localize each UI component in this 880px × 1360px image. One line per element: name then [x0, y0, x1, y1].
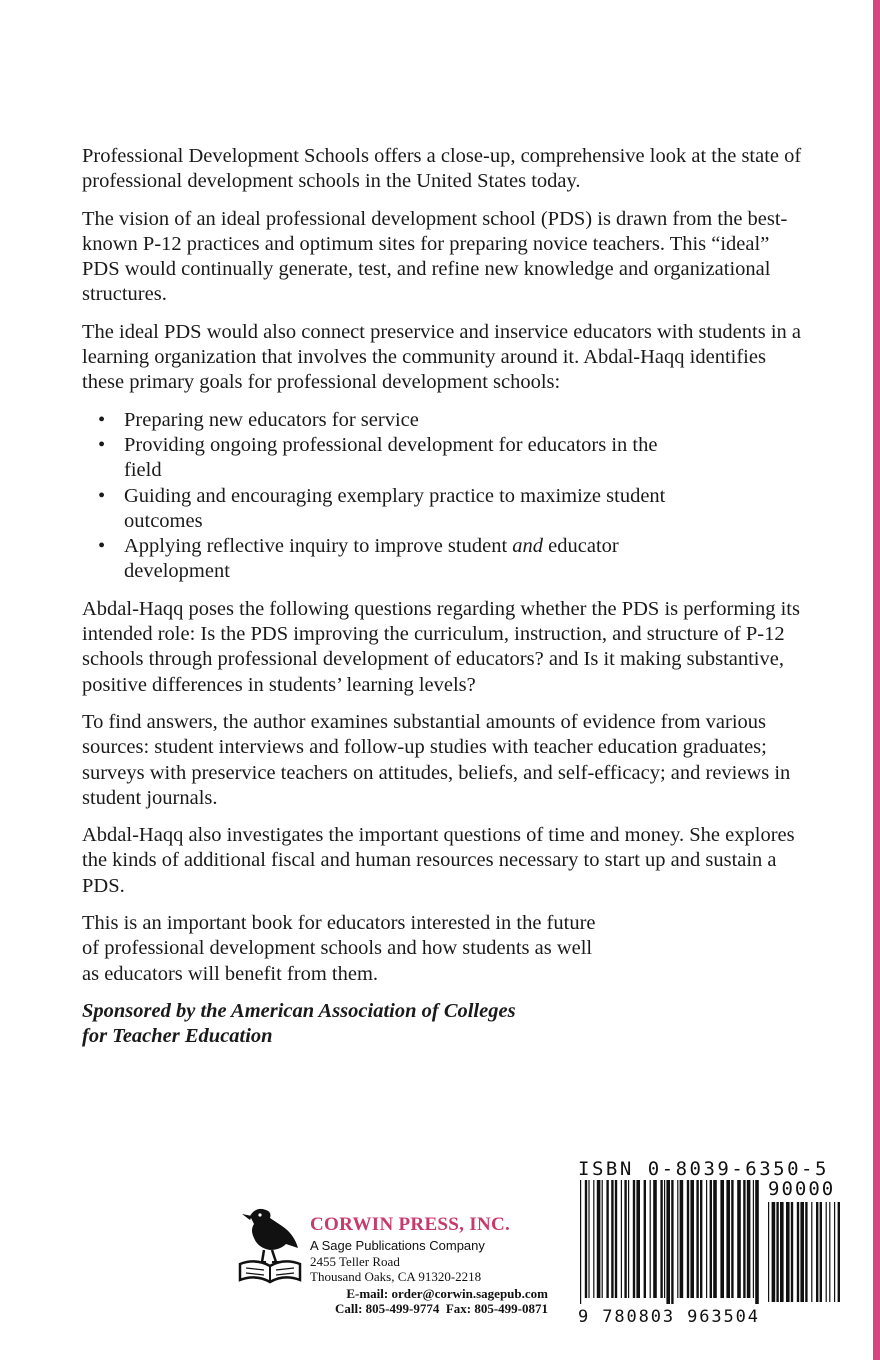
barcode-bar: [811, 1202, 812, 1302]
barcode-bar: [621, 1180, 622, 1298]
barcode-bar: [743, 1180, 745, 1298]
paragraph-questions: Abdal-Haqq poses the following questions regarding whether the PDS is performing its intended role: Is the PDS improving the curriculum, instruction, and structure of P-12 schools through professional development of educators? and Is it making substantive, positive differences in students’ learning levels?: [82, 597, 800, 696]
accent-edge-strip: [873, 0, 880, 1360]
barcode-bar: [636, 1180, 640, 1298]
barcode-bar: [677, 1180, 678, 1298]
barcode-bar: [838, 1202, 840, 1302]
barcode-bar: [753, 1180, 754, 1298]
barcode-bar: [700, 1180, 702, 1298]
publisher-street: 2455 Teller Road: [310, 1253, 400, 1269]
publisher-city: Thousand Oaks, CA 91320-2218: [310, 1269, 482, 1284]
barcode-bar: [597, 1180, 601, 1298]
barcode-bar: [664, 1180, 665, 1298]
publisher-phones: Call: 805-499-9774 Fax: 805-499-0871: [334, 1301, 548, 1316]
barcode-bar: [671, 1180, 673, 1304]
barcode-bar: [776, 1202, 778, 1302]
list-item: • Providing ongoing professional development for educators in the field: [82, 433, 684, 484]
barcode-bar: [786, 1202, 790, 1302]
barcode-bar: [826, 1202, 827, 1302]
paragraph-conclusion: This is an important book for educators interested in the future of professional development schools and how students as well as educators will benefit from them.: [82, 912, 596, 985]
barcode-bar: [650, 1180, 651, 1298]
barcode-bar: [611, 1180, 613, 1298]
barcode-bar: [820, 1202, 822, 1302]
barcode-bar: [755, 1180, 759, 1304]
barcode-bar: [713, 1180, 717, 1298]
barcode-bar: [606, 1180, 608, 1298]
barcode-bar: [666, 1180, 670, 1304]
isbn-label: ISBN 0-8039-6350-5: [578, 1158, 829, 1180]
barcode-bar: [653, 1180, 657, 1298]
paragraph-resources: Abdal-Haqq also investigates the important questions of time and money. She explores the kinds of additional fiscal and human resources necessary to start up and sustain a PDS.: [82, 824, 795, 897]
barcode-bar: [816, 1202, 818, 1302]
raven-on-book-logo: [236, 1204, 306, 1284]
publisher-name: CORWIN PRESS, INC.: [310, 1214, 511, 1235]
barcode-bar: [720, 1180, 724, 1298]
publisher-contact: [258, 1286, 548, 1316]
barcode-bar: [624, 1180, 626, 1298]
list-item: • Guiding and encouraging exemplary practice to maximize student outcomes: [82, 484, 684, 535]
paragraph-evidence: To find answers, the author examines substantial amounts of evidence from various sources: student interviews and follow-up studies with teacher education graduates; surveys with preservice teachers on attitudes, beliefs, and self-efficacy; and reviews in student journals.: [82, 710, 791, 809]
goals-list: [82, 408, 802, 585]
barcode-bar: [593, 1180, 594, 1298]
publisher-block: [236, 1204, 566, 1324]
barcode-bar: [710, 1180, 712, 1298]
barcode-bar: [633, 1180, 635, 1298]
list-item: • Preparing new educators for service: [82, 408, 802, 433]
barcode-bar: [680, 1180, 684, 1298]
price-addon-label: 90000: [768, 1178, 836, 1200]
barcode-bar: [660, 1180, 662, 1298]
barcode-bar: [747, 1180, 751, 1298]
ean-barcode: [578, 1180, 760, 1326]
barcode-bar: [602, 1180, 603, 1298]
barcode-bar: [791, 1202, 793, 1302]
back-cover-text: [82, 144, 802, 1062]
barcode-bar: [829, 1202, 830, 1302]
sponsor-note: Sponsored by the American Association of Colleges for Teacher Education: [82, 999, 516, 1048]
publisher-address: [310, 1214, 510, 1285]
barcode-bar: [797, 1202, 799, 1302]
barcode-bar: [585, 1180, 587, 1298]
barcode-bar: [800, 1202, 804, 1302]
paragraph-goals-intro: The ideal PDS would also connect preservice and inservice educators with students in a learning organization that involves the community around it. Abdal-Haqq identifies these primary goals for professional development schools:: [82, 320, 802, 394]
barcode-bar: [687, 1180, 689, 1298]
publisher-email: E-mail: order@corwin.sagepub.com: [346, 1286, 548, 1301]
barcode-bar: [644, 1180, 646, 1298]
barcode-bar: [628, 1180, 629, 1298]
barcode-bar: [780, 1202, 784, 1302]
publisher-parent: A Sage Publications Company: [310, 1238, 485, 1253]
barcode-bar: [834, 1202, 835, 1302]
barcode-bar: [580, 1180, 581, 1304]
barcode-bar: [805, 1202, 807, 1302]
barcode-bar: [615, 1180, 617, 1298]
barcode-bar: [772, 1202, 776, 1302]
barcode-bar: [588, 1180, 589, 1298]
barcode-bar: [706, 1180, 707, 1298]
barcode-bar: [726, 1180, 730, 1298]
paragraph-vision: The vision of an ideal professional development school (PDS) is drawn from the best-known P-12 practices and optimum sites for preparing novice teachers. This “ideal” PDS would continually generate, test, and refine new knowledge and organizational structures.: [82, 207, 788, 306]
addon-barcode: [766, 1202, 840, 1306]
barcode-bar: [731, 1180, 733, 1298]
ean-digits: 9 780803 963504: [578, 1307, 758, 1326]
list-item: • Applying reflective inquiry to improve student and educator development: [82, 534, 714, 585]
barcode-bar: [737, 1180, 741, 1298]
barcode-bar: [768, 1202, 769, 1302]
paragraph-intro: Professional Development Schools offers a close-up, comprehensive look at the state of professional development schools in the United States today.: [82, 145, 802, 193]
barcode-bar: [696, 1180, 698, 1298]
barcode-bar: [690, 1180, 694, 1298]
